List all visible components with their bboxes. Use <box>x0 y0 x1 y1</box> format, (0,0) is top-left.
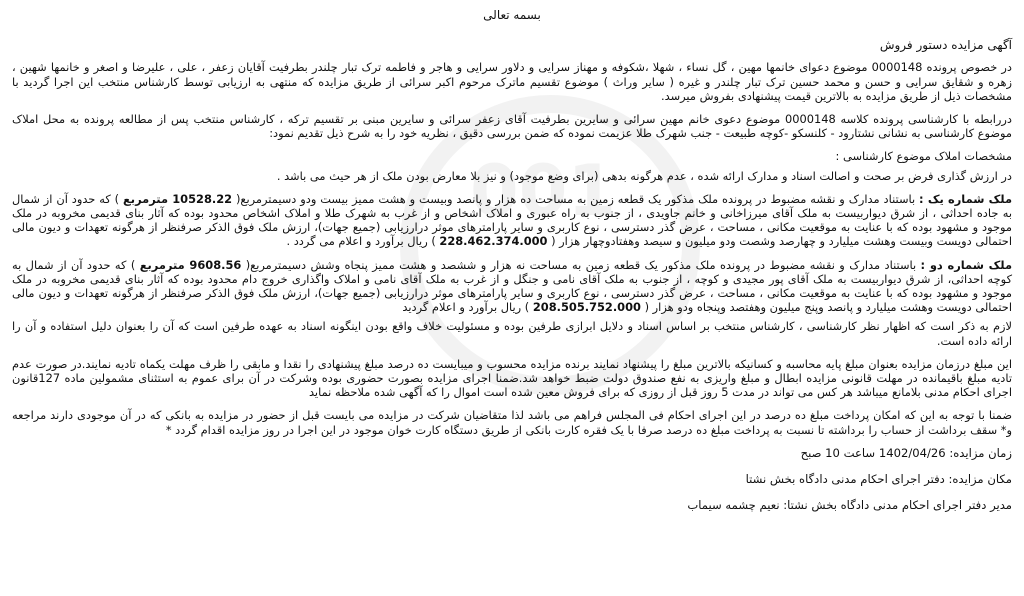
property-two-text-b: ) که حدود آن از شمال به کوچه احداثی، از شرق دیواربیست به ملک آقای پور مجیدی و کوچه ، از جنوب به ملک آقای نامی و جنگل و از غرب به ملک آقای نامی و املاک واگذاری خروج دام محدود بوده که آثار بنای قدیمی مخروبه در ملک موجود و مشهود بوده که با عنایت به موقعیت مکانی ، مساحت ، عرض گذر دسترسی ، نوع کاربری و سایر پارامترهای موثر درارزیابی (جمیع جهات)، ارزش ملک فوق الذکر صرفنظر از هرگونه تعهدات و دیون مالی احتمالی دویست وهشت میلیارد و پانصد وپنج میلیون وهفتصد وپنجاه ودو هزار ( <box>12 257 1012 315</box>
property-one-value: 228.462.374.000 <box>439 234 548 249</box>
notice-title: آگهی مزایده دستور فروش <box>879 38 1012 53</box>
property-one-label: ملک شماره یک : <box>919 191 1013 206</box>
property-one-text-a: باستناد مدارک و نقشه مضبوط در پرونده ملک مذکور یک قطعه زمین به مساحت ده هزار و پانصد وبیست و هشت ممیز بیست ودو دسیمترمربع( <box>232 191 920 206</box>
payment-note: ضمنا با توجه به این که امکان پرداخت مبلغ ده درصد در این اجرای احکام فی المجلس فراهم می باشد لذا متقاضیان شرکت در مزایده می بایست قبل از حضور در مزایده به بانکی که در آن موجودی دارند مراجعه و* سقف برداشت از حساب را برداشته تا نسبت به پرداخت مبلغ ده درصد صرفا با یک فقره کارت بانکی از طریق دستگاه کارت خوان موجود در این اجرا در روز مزایده اقدام گردد * <box>12 408 1012 437</box>
property-two-area: 9608.56 مترمربع <box>139 257 242 272</box>
intro-paragraph: در خصوص پرونده 0000148 موضوع دعوای خانمها مهین ، گل نساء ، شهلا ،شکوفه و مهناز سرایی و دلاور سرایی و هاجر و فاطمه ترک تبار چلندر بطرفیت آقایان زعفر ، علی ، علیرضا و اصغر و خانمها شهین ، زهره و شقایق سرایی و حسن و محمد حسین ترک تبار چلندر و غیره ( سایر وراث ) موضوع تقسیم ماترک مرحوم اکبر سرائی از طریق مزایده که منتهی به ارزیابی توسط کارشناس منتخب این اجرا گردید با مشخصات ذیل از طریق مزایده به بالاترین قیمت پیشنهادی بفروش میرسد. <box>12 60 1012 103</box>
terms-paragraph: این مبلغ درزمان مزایده بعنوان مبلغ پایه محاسبه و کسانیکه بالاترین مبلغ را پیشنهاد نمایند برنده مزایده محسوب و میبایست ده درصد مبلغ پیشنهادی را نقدا و مابقی را ظرف مهلت یکماه تادیه نمایند.در صورت عدم تادیه مبلغ باقیمانده در مهلت قانونی مزایده ابطال و مبلغ واریزی به نفع صندوق دولت ضبط خواهد شد.ضمنا اجرای مزایده بصورت حضوری بوده وشرکت در آن برای عموم به استثنای مشمولین ماده 127قانون اجرای احکام مدنی بلامانع میباشد هر کس می تواند در مدت 5 روز قبل از روزی که برای فروش معین شده است اموال را که آگهی شده ملاحظه نماید <box>12 356 1012 400</box>
office-manager: مدیر دفتر اجرای احکام مدنی دادگاه بخش نشتا: نعیم چشمه سیماب <box>687 497 1012 512</box>
stamp-watermark <box>400 95 700 395</box>
property-two-text-a: باستناد مدارک و نقشه مضبوط در پرونده ملک مذکور یک قطعه زمین به مساحت نه هزار و ششصد و هشت ممیز پنجاه وشش دسیمترمربع( <box>241 257 921 272</box>
responsibility-note: لازم به ذکر است که اظهار نظر کارشناسی ، کارشناس منتخب بر اساس اسناد و دلایل ابرازی طرفین بوده و مسئولیت خلاف واقع بودن اینگونه اسناد به عهده طرفین است که آن را بعنوان دلیل استفاده و آن را ارائه داده است. <box>12 319 1012 348</box>
bismillah-header: بسمه تعالی <box>483 8 541 22</box>
stamp-watermark-number: 001 <box>470 150 617 232</box>
auction-time: زمان مزایده: 1402/04/26 ساعت 10 صبح <box>800 445 1012 460</box>
expert-intro-paragraph: دررابطه با کارشناسی پرونده کلاسه 0000148 موضوع دعوی خانم مهین سرائی و سایرین بطرفیت آقای زعفر سرائی و سایرین مبنی بر تقسیم ترکه ، کارشناس منتخب پس از مطالعه پرونده به محل املاک موضوع کارشناسی به نشانی نشتارود - کلنسکو -کوچه طبیعت - جنب شهرک طلا عزیمت نموده که ضمن بررسی دقیق ، نظریه خود را به شرح ذیل تقدیم نمود: <box>12 112 1012 141</box>
auction-place: مکان مزایده: دفتر اجرای احکام مدنی دادگاه بخش نشتا <box>745 471 1012 486</box>
property-one-text-c: ) ریال برآورد و اعلام می گردد . <box>286 234 440 249</box>
property-two-label: ملک شماره دو : <box>920 257 1012 272</box>
property-two-text-c: ) ریال برآورد و اعلام گردید <box>402 300 533 315</box>
specs-heading: مشخصات املاک موضوع کارشناسی : <box>835 149 1012 164</box>
property-two-value: 208.505.752.000 <box>532 300 641 315</box>
property-one-text-b: ) که حدود آن از شمال به جاده احداثی ، از شرق دیواربیست به ملک آقای میرزاخانی و خانم جاویدی ، از جنوب به راه عبوری و املاک اشخاص و از غرب به شهرک طلا و املاک اشخاص محدود بوده که آثار بنای قدیمی مخروبه در ملک موجود و مشهود بوده که با عنایت به موقعیت مکانی ، مساحت ، عرض گذر دسترسی ، نوع کاربری و سایر پارامترهای موثر درارزیابی (جمیع جهات)، ارزش ملک فوق الذکر صرفنظر از هرگونه تعهدات و دیون مالی احتمالی دویست وبیست وهشت میلیارد و چهارصد وشصت ودو میلیون و سیصد وهفتادوچهار هزار ( <box>12 191 1012 249</box>
property-one-area: 10528.22 مترمربع <box>123 191 233 206</box>
assumption-paragraph: در ارزش گذاری فرض بر صحت و اصالت اسناد و مدارک ارائه شده ، عدم هرگونه بدهی (برای وضع موجود) و نیز بلا معارض بودن ملک از هر حیث می باشد . <box>276 168 1012 183</box>
